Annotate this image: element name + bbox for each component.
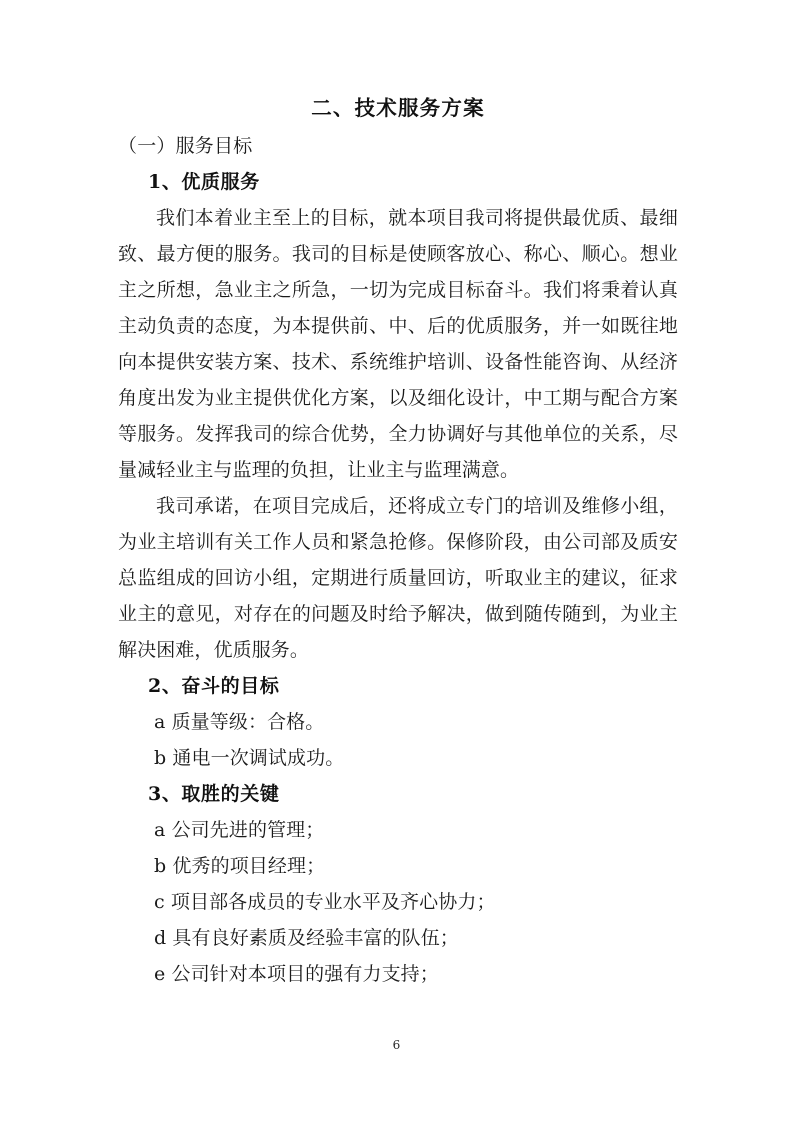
list-item: a 质量等级：合格。: [154, 711, 325, 733]
list-item: c 项目部各成员的专业水平及齐心协力；: [154, 891, 496, 913]
page-title: 二、技术服务方案: [311, 96, 485, 120]
subsection-heading-3: 3、取胜的关键: [148, 783, 280, 805]
body-paragraph: 我司承诺，在项目完成后，还将成立专门的培训及维修小组，为业主培训有关工作人员和紧急抢修。保修阶段，由公司部及质安总监组成的回访小组，定期进行质量回访，听取业主的建议，征求业主的意见，对存在的问题及时给予解决，做到随传随到，为业主解决困难，优质服务。: [118, 495, 678, 661]
list-item: e 公司针对本项目的强有力支持；: [154, 963, 439, 985]
page-number-footer: 6: [392, 1038, 401, 1052]
section-label: （一）服务目标: [118, 135, 253, 157]
list-item: b 通电一次调试成功。: [154, 747, 345, 769]
document-content: [118, 90, 678, 992]
subsection-heading-2: 2、奋斗的目标: [148, 675, 280, 697]
subsection-heading-1: 1、优质服务: [148, 171, 260, 193]
list-item: a 公司先进的管理；: [154, 819, 325, 841]
list-item: b 优秀的项目经理；: [154, 855, 326, 877]
list-item: d 具有良好素质及经验丰富的队伍；: [154, 927, 459, 949]
body-paragraph: 我们本着业主至上的目标，就本项目我司将提供最优质、最细致、最方便的服务。我司的目标是使顾客放心、称心、顺心。想业主之所想，急业主之所急，一切为完成目标奋斗。我们将秉着认真主动负责的态度，为本提供前、中、后的优质服务，并一如既往地向本提供安装方案、技术、系统维护培训、设备性能咨询、从经济角度出发为业主提供优化方案，以及细化设计，中工期与配合方案等服务。发挥我司的综合优势，全力协调好与其他单位的关系，尽量减轻业主与监理的负担，让业主与监理满意。: [118, 207, 678, 481]
